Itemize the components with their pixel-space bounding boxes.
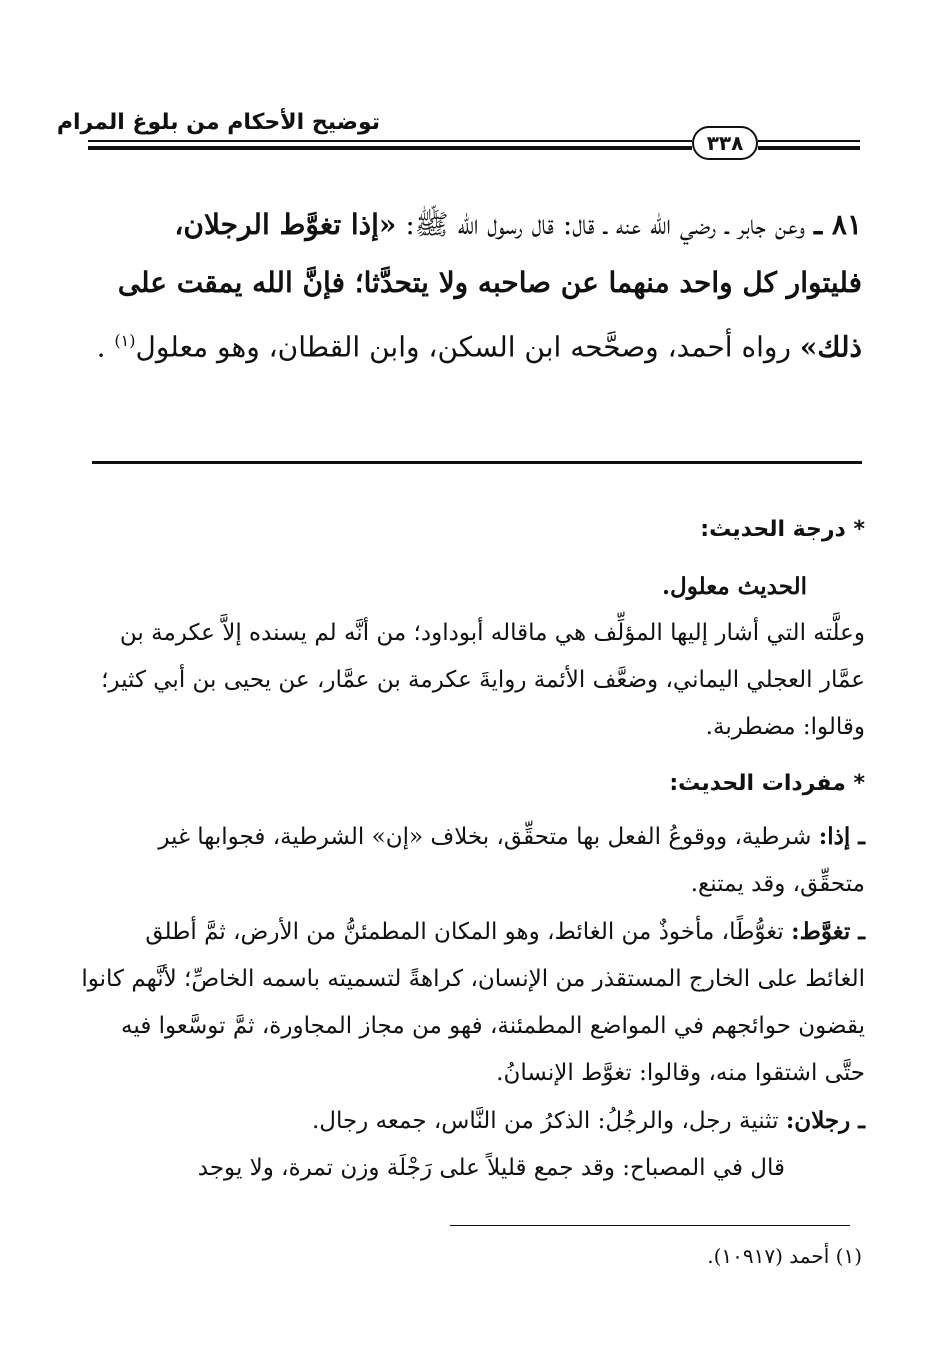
vocab-definition: تثنية رجل، والرجُلُ: الذكرُ من النَّاس، جمعه رجال. [311,1108,779,1134]
footnote-text: (١) أحمد (١٠٩١٧). [707,1244,862,1268]
hadith-text [92,196,862,376]
vocab-item-idha [80,813,865,908]
section-divider [92,461,862,464]
hadith-intro: وعن جابر ـ رضي الله عنه ـ قال: قال رسول الله ﷺ: [405,208,806,241]
vocabulary-section [80,760,865,1192]
vocab-definition: شرطية، ووقوعُ الفعل بها متحقِّق، بخلاف «إن» الشرطية، فجوابها غير متحقِّق، وقد يمتنع. [158,824,865,897]
hadith-grade-paragraph-text: وعلَّته التي أشار إليها المؤلِّف هي ماقاله أبوداود؛ من أنَّه لم يسنده إلاَّ عكرمة بن عمَّار العجلي اليماني، وضعَّف الأئمة روايةَ عكرمة بن عمَّار، عن يحيى بن أبي كثير؛ وقالوا: مضطربة. [101,620,865,740]
vocab-item-rajulan [80,1097,865,1145]
hadith-grade-verdict: الحديث معلول. [662,573,807,600]
hadith-grade-heading: * درجة الحديث: [700,517,865,542]
vocab-item-taghawwat [80,908,865,1097]
hadith-number: ٨١ ـ [813,208,862,241]
vocab-definition: تغوُّطًا، مأخوذٌ من الغائط، وهو المكان المطمئنُّ من الأرض، ثمَّ أطلق الغائط على الخارج المستقذر من الإنسان، كراهةً لتسميته باسمه الخاصِّ؛ لأنَّهم كانوا يقضون حوائجهم في المواضع المطمئنة، فهو من مجاز المجاورة، ثمَّ توسَّعوا فيه حتَّى اشتقوا منه، وقالوا: تغوَّط الإنسانُ. [81,919,865,1086]
header-rule-lower [88,146,692,150]
hadith-takhrij: رواه أحمد، وصحَّحه ابن السكن، وابن القطان، وهو معلول [135,330,791,364]
page-number-badge: ٣٣٨ [692,126,758,160]
vocab-term: ـ إذا: [818,823,865,850]
hadith-matn: «إذا تغوَّط الرجلان، فليتوار كل واحد منهما عن صاحبه ولا يتحدَّثا؛ فإنَّ الله يمقت على ذلك» [117,208,862,364]
hadith-grade-paragraph [80,610,865,751]
vocabulary-heading: * مفردات الحديث: [669,771,865,796]
vocab-continuation-paragraph: قال في المصباح: وقد جمع قليلاً على رَجْلَة وزن تمرة، ولا يوجد [197,1155,785,1181]
hadith-grade-section [80,506,865,751]
running-header-title: توضيح الأحكام من بلوغ المرام [56,110,380,135]
header-rule-upper-right [758,140,860,142]
header-rule-upper [88,140,692,142]
vocab-term: ـ تغوَّط: [791,918,865,945]
hadith-end: . [96,330,106,364]
footnote-separator [450,1225,850,1226]
vocab-term: ـ رجلان: [785,1107,865,1134]
footnote-marker: (١) [114,331,136,350]
header-rule-lower-right [758,146,860,150]
